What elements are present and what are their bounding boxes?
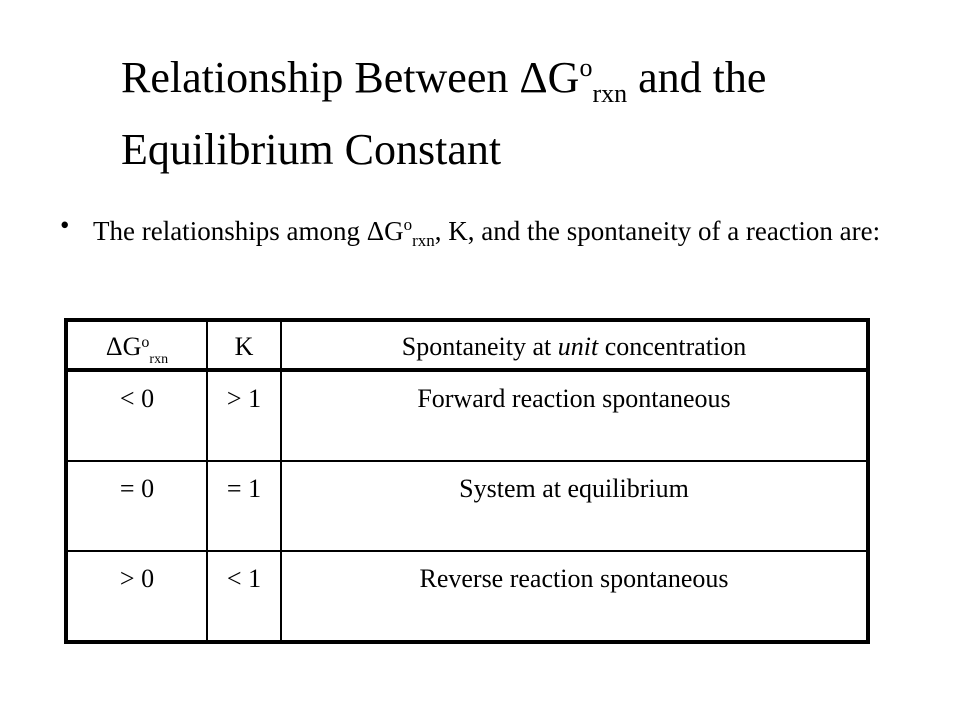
header-spontaneity [281,320,868,370]
header-delta-g [66,320,207,370]
slide-title [121,40,921,178]
cell-spontaneity: System at equilibrium [281,461,868,551]
header-superscript: o [141,334,150,351]
header-spontaneity-italic: unit [557,332,599,361]
cell-spontaneity: Reverse reaction spontaneous [281,551,868,642]
bullet-subscript: rxn [412,231,435,250]
header-subscript: rxn [149,352,169,367]
delta-g-symbol: ΔG [519,53,580,102]
relationship-table [64,318,870,644]
bullet-marker: • [60,210,70,240]
header-spontaneity-pre: Spontaneity at [401,332,558,361]
header-k: K [207,320,281,370]
table-row [66,551,868,642]
title-text-pre: Relationship Between [121,53,520,102]
cell-spontaneity: Forward reaction spontaneous [281,370,868,461]
cell-k: > 1 [207,370,281,461]
bullet-superscript: o [403,215,413,234]
cell-delta-g: < 0 [66,370,207,461]
header-spontaneity-post: concentration [598,332,747,361]
bullet-text [93,206,893,260]
cell-k: = 1 [207,461,281,551]
title-line-2: Equilibrium Constant [121,125,502,174]
table-row [66,370,868,461]
cell-k: < 1 [207,551,281,642]
title-superscript: o [579,53,593,82]
table-row [66,461,868,551]
cell-delta-g: = 0 [66,461,207,551]
bullet-text-post: , K, and the spontaneity of a reaction are: [434,216,881,246]
bullet-text-pre: The relationships among [93,216,367,246]
header-delta-g-symbol: ΔG [105,332,142,361]
bullet-delta-g-symbol: ΔG [366,216,404,246]
title-text-post: and the [627,53,767,102]
table-header-row [66,320,868,370]
cell-delta-g: > 0 [66,551,207,642]
title-subscript: rxn [592,79,628,108]
